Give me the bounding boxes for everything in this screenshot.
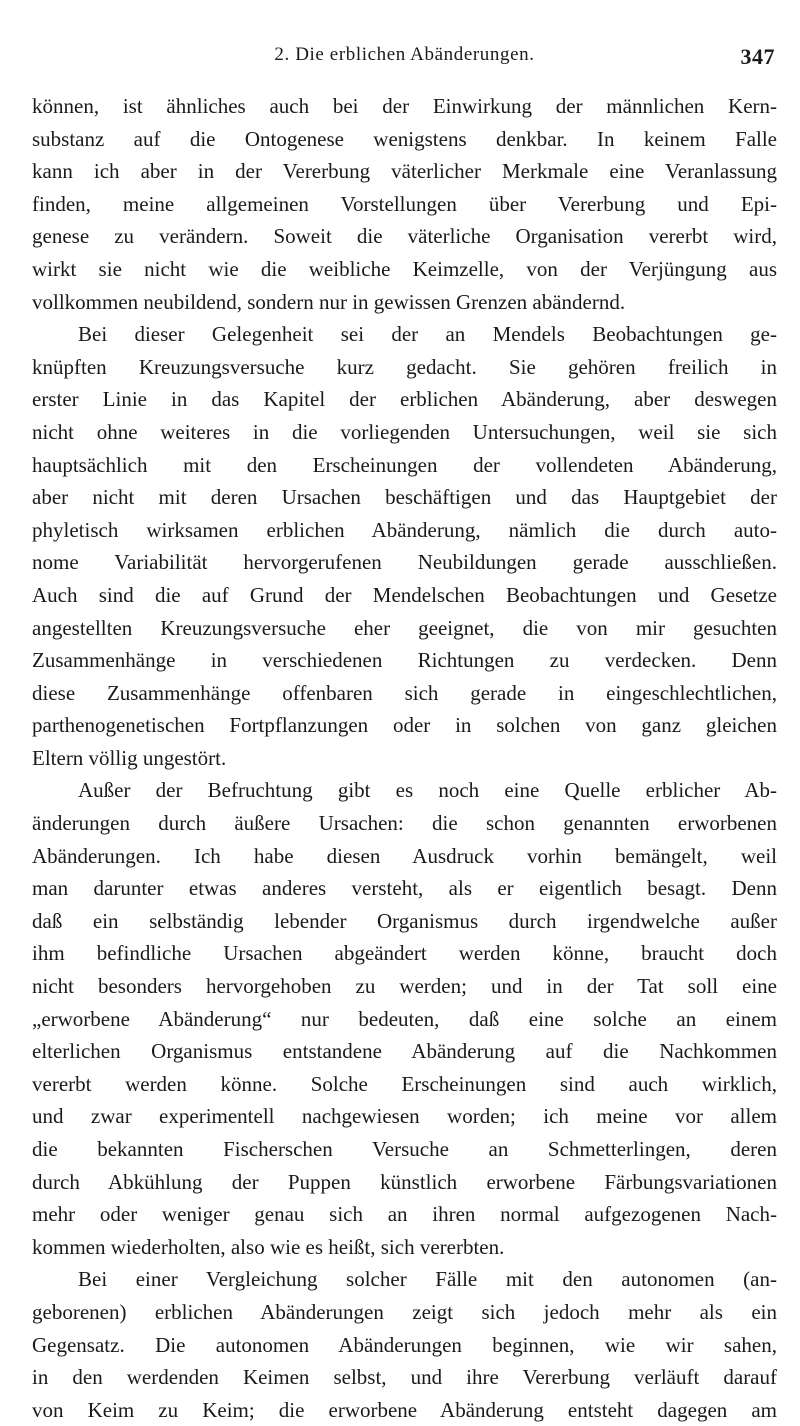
text-line: durch Abkühlung der Puppen künstlich erworbene Färbungsvariationen <box>32 1169 777 1194</box>
text-line: Gegensatz. Die autonomen Abänderungen beginnen, wie wir sahen, <box>32 1332 777 1357</box>
text-line: kann ich aber in der Vererbung väterlicher Merkmale eine Veranlassung <box>32 159 777 184</box>
paragraph <box>32 318 777 774</box>
page-header <box>32 40 777 90</box>
paragraph <box>32 1263 777 1426</box>
text-line: diese Zusammenhänge offenbaren sich gerade in eingeschlechtlichen, <box>32 680 777 705</box>
text-line: vollkommen neubildend, sondern nur in gewissen Grenzen abändernd. <box>32 289 626 314</box>
text-line: substanz auf die Ontogenese wenigstens denkbar. In keinem Falle <box>32 126 777 151</box>
text-line: wirkt sie nicht wie die weibliche Keimzelle, von der Verjüngung aus <box>32 256 777 281</box>
text-line: vererbt werden könne. Solche Erscheinungen sind auch wirklich, <box>32 1071 777 1096</box>
text-line: Bei dieser Gelegenheit sei der an Mendels Beobachtungen ge- <box>78 322 777 347</box>
text-line: kommen wiederholten, also wie es heißt, sich vererbten. <box>32 1234 505 1259</box>
text-line: angestellten Kreuzungsversuche eher geeignet, die von mir gesuchten <box>32 615 777 640</box>
text-line: phyletisch wirksamen erblichen Abänderung, nämlich die durch auto- <box>32 517 777 542</box>
text-line: elterlichen Organismus entstandene Abänderung auf die Nachkommen <box>32 1039 777 1064</box>
text-line: erster Linie in das Kapitel der erblichen Abänderung, aber deswegen <box>32 387 777 412</box>
text-line: Auch sind die auf Grund der Mendelschen Beobachtungen und Gesetze <box>32 582 777 607</box>
text-line: daß ein selbständig lebender Organismus durch irgendwelche außer <box>32 908 777 933</box>
book-page <box>32 40 777 1426</box>
text-line: ihm befindliche Ursachen abgeändert werden könne, braucht doch <box>32 941 777 966</box>
text-line: genese zu verändern. Soweit die väterliche Organisation vererbt wird, <box>32 224 777 249</box>
text-line: Außer der Befruchtung gibt es noch eine Quelle erblicher Ab- <box>78 778 777 803</box>
text-line: änderungen durch äußere Ursachen: die schon genannten erworbenen <box>32 811 777 836</box>
text-line: hauptsächlich mit den Erscheinungen der vollendeten Abänderung, <box>32 452 777 477</box>
text-line: nome Variabilität hervorgerufenen Neubildungen gerade ausschließen. <box>32 550 777 575</box>
text-line: von Keim zu Keim; die erworbene Abänderung entsteht dagegen am <box>32 1397 777 1422</box>
running-head: 2. Die erblichen Abänderungen. <box>274 44 535 65</box>
text-line: und zwar experimentell nachgewiesen worden; ich meine vor allem <box>32 1104 777 1129</box>
text-line: mehr oder weniger genau sich an ihren normal aufgezogenen Nach- <box>32 1202 777 1227</box>
text-line: nicht besonders hervorgehoben zu werden; und in der Tat soll eine <box>32 974 777 999</box>
page-number: 347 <box>740 44 775 69</box>
paragraph <box>32 90 777 318</box>
text-line: „erworbene Abänderung“ nur bedeuten, daß eine solche an einem <box>32 1006 777 1031</box>
text-line: geborenen) erblichen Abänderungen zeigt sich jedoch mehr als ein <box>32 1299 777 1324</box>
body-text <box>32 90 777 1426</box>
text-line: in den werdenden Keimen selbst, und ihre Vererbung verläuft darauf <box>32 1365 777 1390</box>
text-line: Bei einer Vergleichung solcher Fälle mit den autonomen (an- <box>78 1267 777 1292</box>
text-line: Abänderungen. Ich habe diesen Ausdruck vorhin bemängelt, weil <box>32 843 777 868</box>
text-line: parthenogenetischen Fortpflanzungen oder in solchen von ganz gleichen <box>32 713 777 738</box>
text-line: Zusammenhänge in verschiedenen Richtungen zu verdecken. Denn <box>32 648 777 673</box>
text-line: finden, meine allgemeinen Vorstellungen über Vererbung und Epi- <box>32 191 777 216</box>
text-line: Eltern völlig ungestört. <box>32 745 227 770</box>
text-line: aber nicht mit deren Ursachen beschäftigen und das Hauptgebiet der <box>32 485 777 510</box>
text-line: können, ist ähnliches auch bei der Einwirkung der männlichen Kern- <box>32 94 777 118</box>
paragraph <box>32 774 777 1263</box>
text-line: nicht ohne weiteres in die vorliegenden Untersuchungen, weil sie sich <box>32 419 777 444</box>
text-line: knüpften Kreuzungsversuche kurz gedacht. Sie gehören freilich in <box>32 354 777 379</box>
text-line: man darunter etwas anderes versteht, als er eigentlich besagt. Denn <box>32 876 777 901</box>
text-line: die bekannten Fischerschen Versuche an Schmetterlingen, deren <box>32 1137 777 1161</box>
